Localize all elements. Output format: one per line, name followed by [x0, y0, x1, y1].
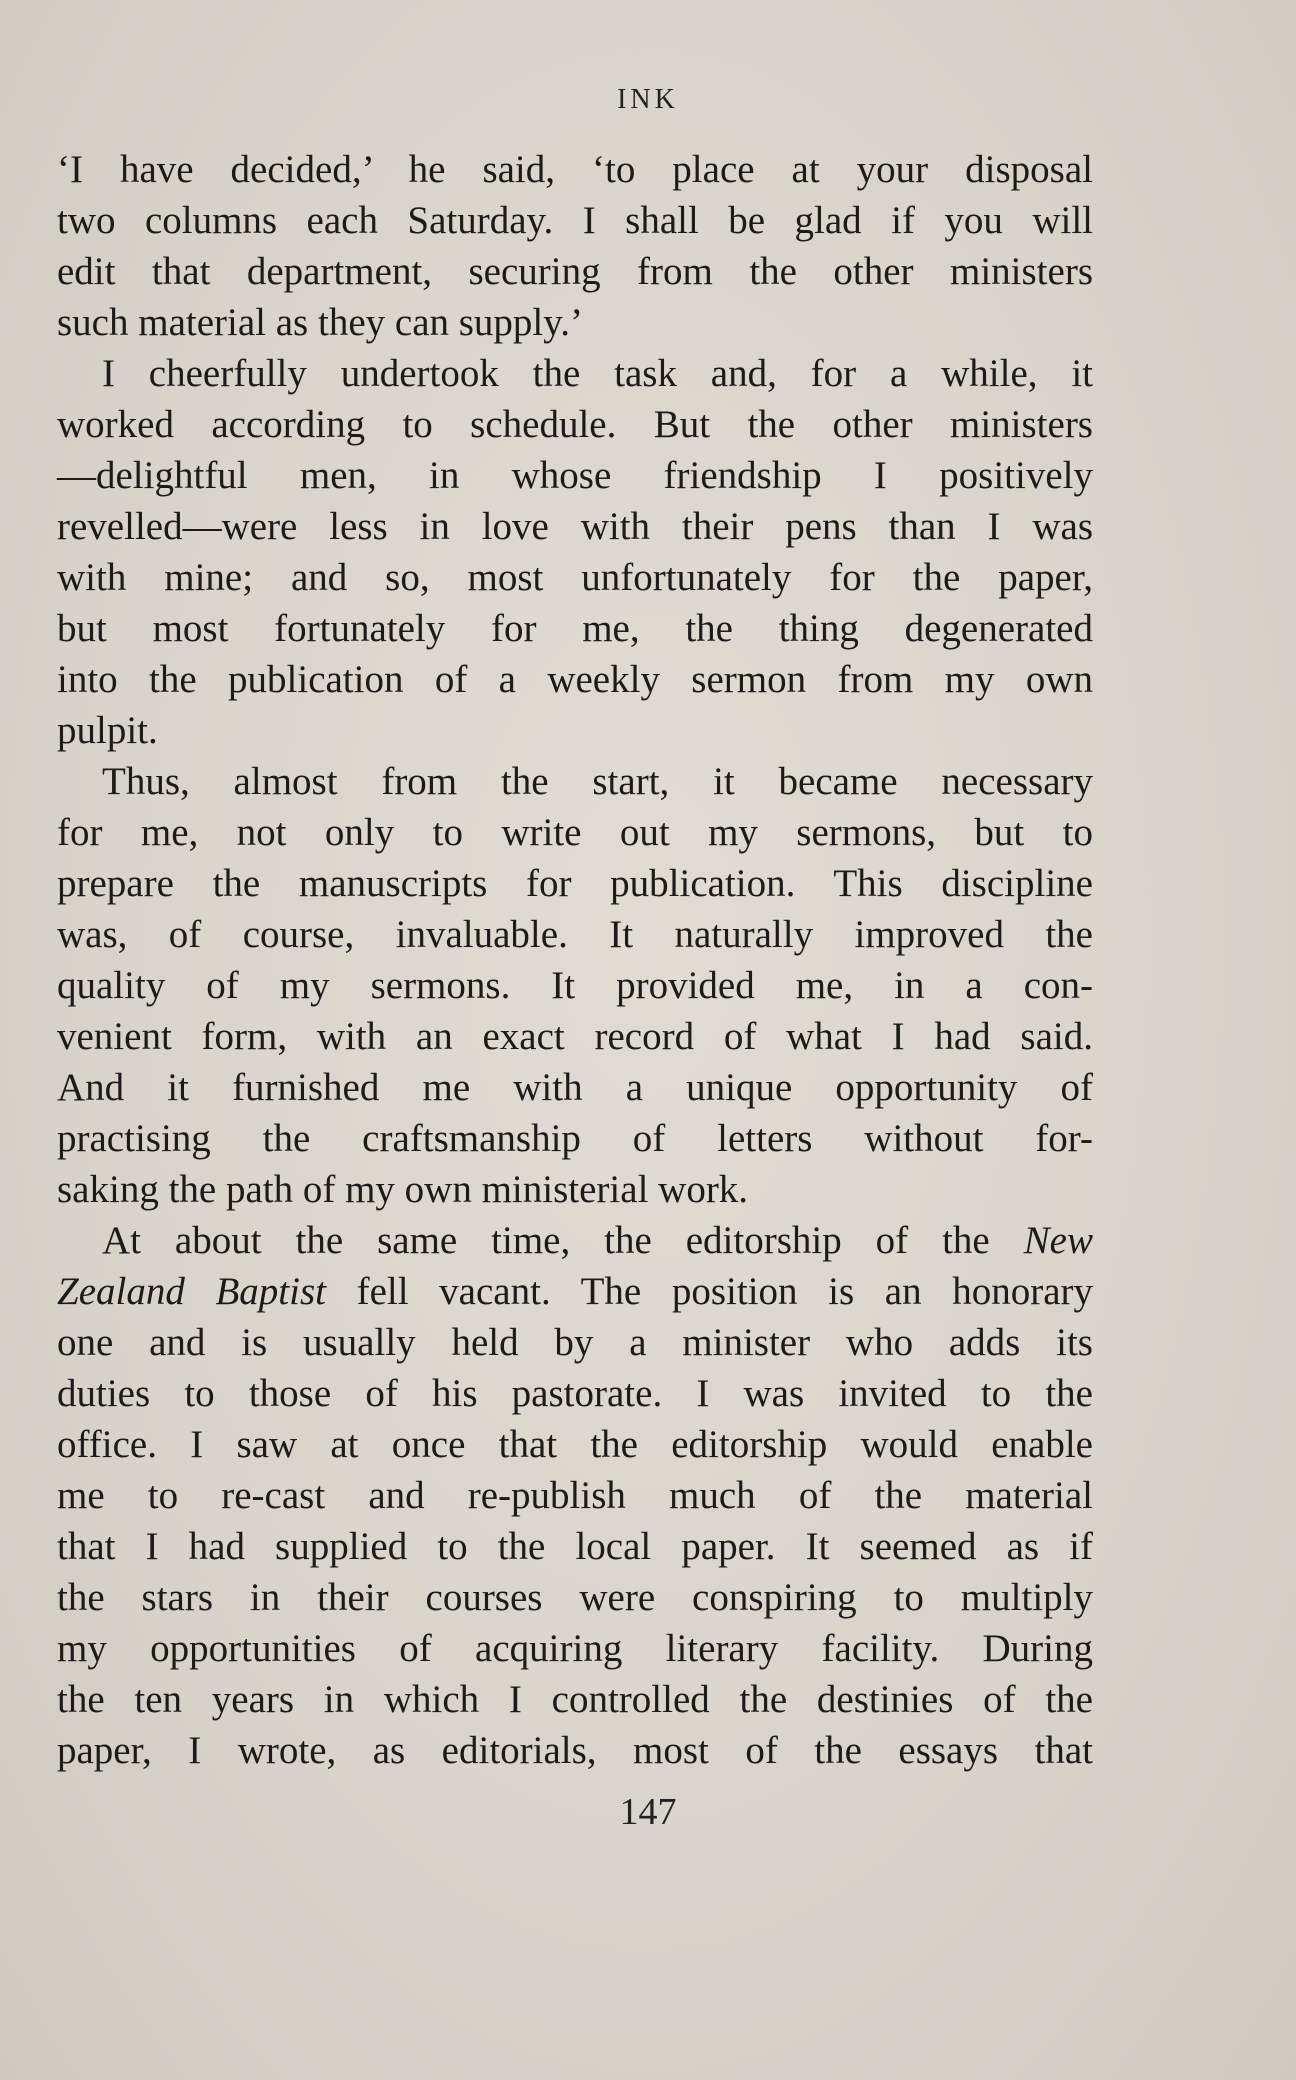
- text-line: [57, 1215, 1093, 1266]
- text-line: paper, I wrote, as editorials, most of the essays that: [57, 1729, 1093, 1772]
- text-line: for me, not only to write out my sermons, but to: [57, 811, 1093, 854]
- text-line: edit that department, securing from the other ministers: [57, 250, 1093, 293]
- text-line: ‘I have decided,’ he said, ‘to place at your disposal: [57, 148, 1093, 191]
- text-line: And it furnished me with a unique opportunity of: [57, 1066, 1093, 1109]
- text-segment: At about the same time, the editorship of the: [102, 1219, 1024, 1262]
- text-line: worked according to schedule. But the other ministers: [57, 403, 1093, 446]
- text-line: into the publication of a weekly sermon from my own: [57, 658, 1093, 701]
- text-line: two columns each Saturday. I shall be glad if you will: [57, 199, 1093, 242]
- text-line: with mine; and so, most unfortunately for the paper,: [57, 556, 1093, 599]
- text-line: saking the path of my own ministerial work.: [57, 1168, 749, 1211]
- text-segment: fell vacant. The position is an honorary: [325, 1270, 1094, 1313]
- text-line: —delightful men, in whose friendship I positively: [57, 454, 1093, 497]
- running-head: INK: [617, 84, 679, 115]
- text-line: quality of my sermons. It provided me, in a con-: [57, 964, 1093, 1007]
- body-text: [57, 144, 1093, 1776]
- text-line: office. I saw at once that the editorship would enable: [57, 1423, 1093, 1466]
- text-line: duties to those of his pastorate. I was invited to the: [57, 1372, 1093, 1415]
- text-line: but most fortunately for me, the thing degenerated: [57, 607, 1093, 650]
- text-line: Thus, almost from the start, it became necessary: [102, 760, 1093, 803]
- text-line: prepare the manuscripts for publication. This discipline: [57, 862, 1093, 905]
- text-line: my opportunities of acquiring literary facility. During: [57, 1627, 1093, 1670]
- text-line: I cheerfully undertook the task and, for a while, it: [102, 352, 1093, 395]
- italic-title: Zealand Baptist: [57, 1270, 326, 1313]
- text-line: one and is usually held by a minister who adds its: [57, 1321, 1093, 1364]
- text-line: was, of course, invaluable. It naturally improved the: [57, 913, 1093, 956]
- text-line: the ten years in which I controlled the destinies of the: [57, 1678, 1093, 1721]
- italic-title: New: [1023, 1219, 1093, 1262]
- text-line: venient form, with an exact record of what I had said.: [57, 1015, 1093, 1058]
- text-line: pulpit.: [57, 709, 158, 752]
- text-line: [57, 1266, 1093, 1317]
- text-line: me to re-cast and re-publish much of the material: [57, 1474, 1093, 1517]
- text-line: the stars in their courses were conspiring to multiply: [57, 1576, 1093, 1619]
- text-line: that I had supplied to the local paper. It seemed as if: [57, 1525, 1093, 1568]
- text-line: practising the craftsmanship of letters without for-: [57, 1117, 1093, 1160]
- text-line: such material as they can supply.’: [57, 301, 583, 344]
- page-number: 147: [619, 1791, 677, 1833]
- text-line: revelled—were less in love with their pens than I was: [57, 505, 1093, 548]
